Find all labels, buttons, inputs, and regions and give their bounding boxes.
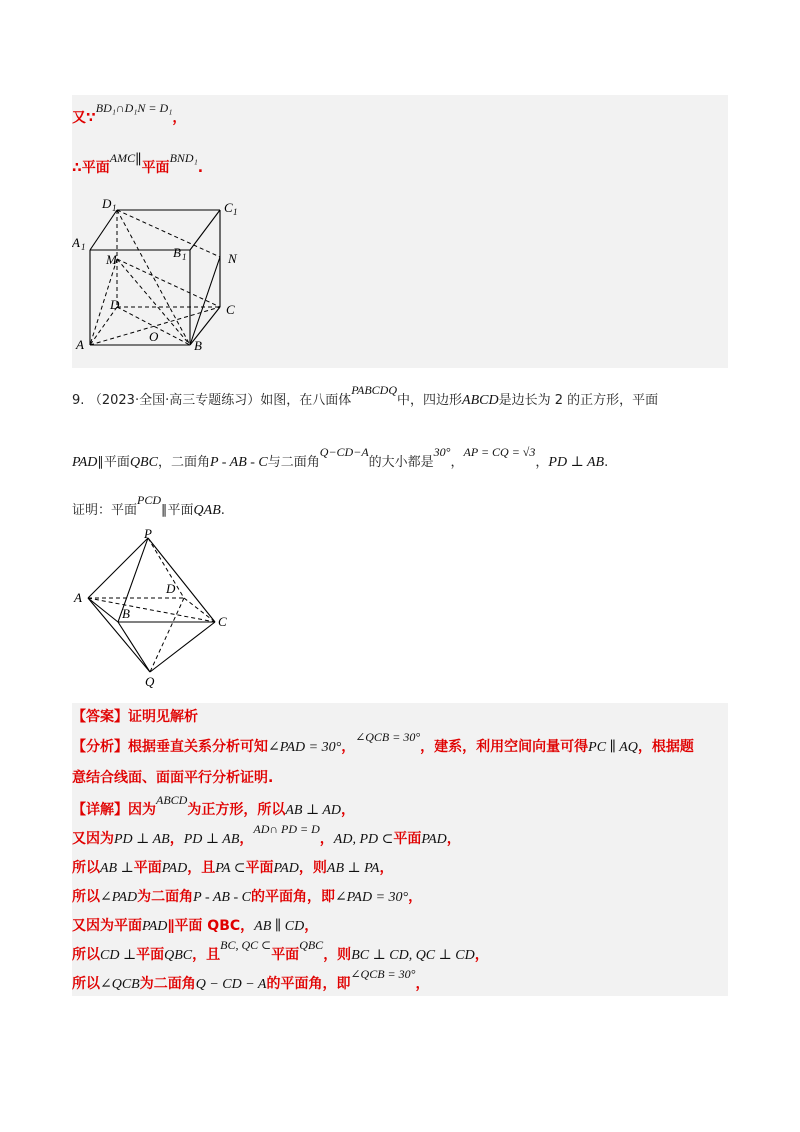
label-P: P [144, 528, 152, 541]
cube-figure [72, 195, 272, 360]
svg-text:1: 1 [112, 203, 117, 213]
analysis-line-1: 【分析】根据垂直关系分析可知∠PAD = 30°，∠QCB = 30°，建系，利用空间向量可得PC ∥ AQ，根据题 [72, 730, 694, 755]
label-A: A [76, 337, 84, 352]
label-A-oct: A [74, 590, 82, 605]
label-B-oct: B [122, 606, 130, 621]
detail-line-6: 所以CD ⊥平面QBC，且BC, QC ⊂平面QBC，则BC ⊥ CD, QC ⊥ CD， [72, 938, 489, 963]
problem-line-3: 证明：平面PCD∥平面QAB. [72, 493, 225, 518]
problem-line-1: 9. （2023·全国·高三专题练习）如图，在八面体PABCDQ中，四边形ABCD是边长为 2 的正方形，平面 [72, 383, 659, 408]
svg-text:1: 1 [81, 242, 86, 252]
detail-line-3: 所以AB ⊥平面PAD，且PA ⊂平面PAD，则AB ⊥ PA， [72, 860, 394, 876]
text-line-conclusion: ∴平面AMC∥平面BND₁. [72, 151, 204, 176]
problem-line-2: PAD∥平面QBC，二面角P - AB - C与二面角Q−CD−A的大小都是30°，AP = CQ = √3，PD ⊥ AB. [72, 445, 609, 470]
label-O: O [149, 329, 159, 344]
detail-line-4: 所以∠PAD为二面角P - AB - C的平面角，即∠PAD = 30°， [72, 889, 423, 905]
label-D-oct: D [166, 581, 176, 596]
detail-line-5: 又因为平面PAD∥平面 QBC，AB ∥ CD， [72, 918, 319, 934]
label-A1: A [72, 235, 80, 250]
label-D: D [110, 297, 120, 312]
label-Q: Q [145, 674, 155, 689]
detail-line-2: 又因为PD ⊥ AB，PD ⊥ AB，AD∩ PD = D，AD, PD ⊂平面PAD， [72, 822, 461, 847]
label-M: M [106, 252, 117, 267]
svg-text:1: 1 [233, 207, 238, 217]
analysis-line-2: 意结合线面、面面平行分析证明. [72, 770, 274, 786]
svg-text:1: 1 [182, 252, 187, 262]
label-C: C [226, 302, 235, 317]
label-C-oct: C [218, 614, 227, 629]
label-D1: D [102, 196, 112, 211]
label-B: B [194, 338, 202, 353]
label-B1: B [173, 245, 181, 260]
detail-line-1: 【详解】因为ABCD为正方形，所以AB ⊥ AD， [72, 793, 356, 818]
text-line-since: 又∵BD₁∩D₁N = D₁， [72, 101, 187, 126]
answer-line: 【答案】证明见解析 [72, 709, 198, 725]
label-C1: C [224, 200, 233, 215]
octahedron-figure [72, 528, 242, 690]
label-N: N [228, 251, 237, 266]
detail-line-7: 所以∠QCB为二面角Q − CD − A的平面角，即∠QCB = 30°， [72, 967, 430, 992]
